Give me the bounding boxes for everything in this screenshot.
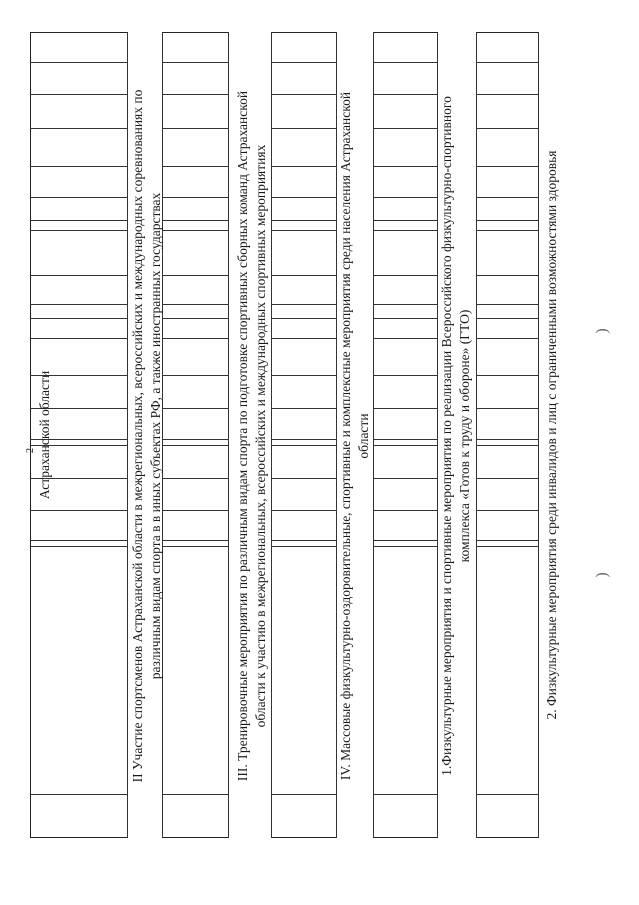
margin-mark: ) xyxy=(593,328,611,334)
section-disabled-line: 2. Физкультурные мероприятия среди инвалидов и лиц с ограниченными возможностями здоровья xyxy=(543,150,559,720)
row-line xyxy=(30,408,566,409)
row-line xyxy=(30,275,566,276)
table-frame xyxy=(30,32,566,838)
section-2-cell xyxy=(131,31,163,841)
header-cell xyxy=(30,77,60,793)
margin-mark: ) xyxy=(593,572,611,578)
column-line xyxy=(30,546,566,547)
section-2-line-2: различным видам спорта в в иных субъектах РФ, а также иностранных государствах xyxy=(148,192,163,680)
column-line xyxy=(30,220,566,221)
table xyxy=(30,32,566,838)
section-gto-line-1: 1.Физкультурные мероприятия и спортивные мероприятия по реализации Всероссийского физкультурно-спортивного xyxy=(438,96,454,776)
section-4-line-2: области xyxy=(356,413,371,459)
section-3-line-1: III. Тренировочные мероприятия по различным видам спорта по подготовке спортивных сборных команд Астраханской xyxy=(234,90,250,782)
row-line xyxy=(30,478,566,479)
row-line xyxy=(30,540,566,541)
column-line xyxy=(30,445,566,446)
row-line xyxy=(30,375,566,376)
section-3-line-2: области к участию в межрегиональных, всероссийских и международных спортивных мероприятиях xyxy=(253,144,268,728)
row-line xyxy=(30,439,566,440)
row-line xyxy=(30,510,566,511)
page-number: 2 xyxy=(25,448,36,453)
row-line xyxy=(30,304,566,305)
column-line xyxy=(30,318,566,319)
section-gto-cell xyxy=(439,31,473,841)
row-line xyxy=(30,166,566,167)
section-gto-line-2: комплекса «Готов к труду и обороне» (ГТО) xyxy=(457,309,472,563)
row-line xyxy=(30,197,566,198)
section-2-line-1: II Участие спортсменов Астраханской области в межрегиональных, всероссийских и международных соревнованиях по xyxy=(129,89,145,783)
column-line xyxy=(30,794,566,795)
row-line xyxy=(30,338,566,339)
section-3-cell xyxy=(232,31,272,841)
section-4-line-1: IV. Массовые физкультурно-оздоровительные, спортивные и комплексные мероприятия среди населения Астраханской xyxy=(337,91,353,781)
row-line xyxy=(30,128,566,129)
section-4-cell xyxy=(338,31,372,841)
row-line xyxy=(30,230,566,231)
section-disabled-cell xyxy=(539,30,565,840)
header-text: Астраханской области xyxy=(36,370,52,500)
